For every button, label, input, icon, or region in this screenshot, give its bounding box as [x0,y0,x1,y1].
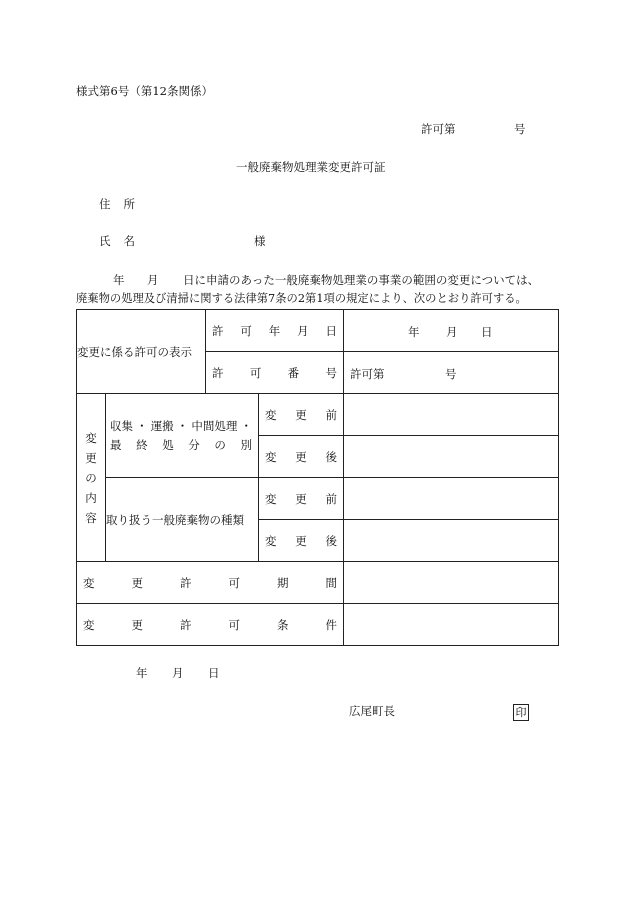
change-period-label: 変 更 許 可 期 間 [77,562,344,604]
change-conditions-label: 変 更 許 可 条 件 [77,604,344,646]
body-year: 年 [113,273,125,287]
change-period-value[interactable] [344,562,559,604]
table-row [77,478,559,520]
address-label: 住 所 [99,197,135,211]
body-line1: 日に申請のあった一般廃棄物処理業の事業の範囲の変更については、 [183,273,540,287]
waste-type-label: 取り扱う一般廃棄物の種類 [106,478,259,562]
table-row [77,394,559,436]
change-content-label: 変 更 の 内 容 [77,394,106,562]
category-after-value[interactable] [344,436,559,478]
permit-table [76,309,559,646]
permit-number-prefix: 許可第 [421,122,456,136]
category-label: 収集 ・ 運搬 ・ 中間処理 ・ 最 終 処 分 の 別 [106,394,259,478]
seal-icon: 印 [513,704,529,721]
change-conditions-value[interactable] [344,604,559,646]
permit-number-value[interactable]: 許可第 号 [344,352,559,394]
permit-date-label: 許 可 年 月 日 [206,310,344,352]
permit-display-label: 変更に係る許可の表示 [77,310,206,394]
issuer: 広尾町長 [349,704,395,718]
waste-after-label: 変 更 後 [259,520,344,562]
honorific: 様 [254,234,266,248]
table-row [77,562,559,604]
document-title: 一般廃棄物処理業変更許可証 [236,160,386,174]
issue-month: 月 [172,666,184,680]
waste-before-label: 変 更 前 [259,478,344,520]
body-line2: 廃棄物の処理及び清掃に関する法律第7条の2第1項の規定により、次のとおり許可する。 [76,292,527,305]
issue-year: 年 [136,666,148,680]
category-after-label: 変 更 後 [259,436,344,478]
table-row [77,604,559,646]
category-before-label: 変 更 前 [259,394,344,436]
permit-number-suffix: 号 [514,122,526,136]
body-month: 月 [147,273,159,287]
table-row [77,310,559,352]
waste-before-value[interactable] [344,478,559,520]
category-before-value[interactable] [344,394,559,436]
form-number: 様式第6号（第12条関係） [76,84,213,98]
waste-after-value[interactable] [344,520,559,562]
name-label: 氏 名 [99,234,135,248]
permit-date-value[interactable]: 年 月 日 [344,310,559,352]
permit-number-label: 許 可 番 号 [206,352,344,394]
issue-day: 日 [208,666,220,680]
